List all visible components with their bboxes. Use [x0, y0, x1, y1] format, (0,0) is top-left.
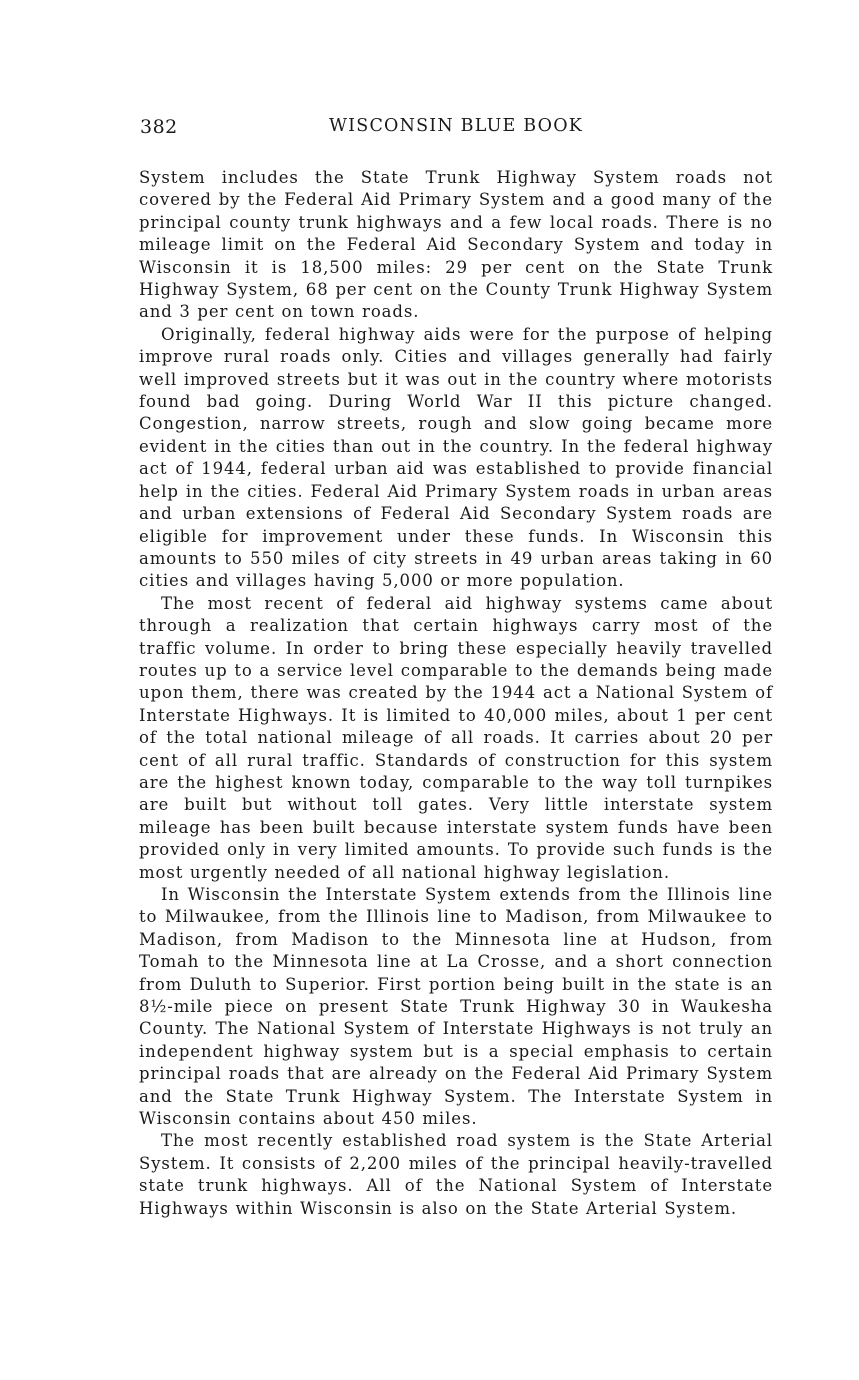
page-number: 382 [140, 116, 178, 138]
paragraph-continued: System includes the State Trunk Highway System roads not covered by the Federal Aid Primary System and a good many of the principal county trunk highways and a few local roads. There is no mileage limit on the Federal Aid Secondary System and today in Wisconsin it is 18,500 miles: 29 per cent on the State Trunk Highway System, 68 per cent on the County Trunk Highway System and 3 per cent on town roads. [139, 168, 773, 322]
paragraph-wisconsin-interstate: In Wisconsin the Interstate System extends from the Illinois line to Milwaukee, from the Illinois line to Madison, from Milwaukee to Madison, from Madison to the Minnesota line at Hudson, from Tomah to the Minnesota line at La Crosse, and a short connection from Duluth to Superior. First portion being built in the state is an 8½-mile piece on present State Trunk Highway 30 in Waukesha County. The National System of Interstate Highways is not truly an independent highway system but is a special emphasis to certain principal roads that are already on the Federal Aid Primary System and the State Trunk Highway System. The Interstate System in Wisconsin contains about 450 miles. [139, 885, 773, 1129]
paragraph-urban-aid: Originally, federal highway aids were for the purpose of helping improve rural roads only. Cities and villages generally had fairly well improved streets but it was out in the country where motorists found bad going. During World War II this picture changed. Congestion, narrow streets, rough and slow going became more evident in the cities than out in the country. In the federal highway act of 1944, federal urban aid was established to provide financial help in the cities. Federal Aid Primary System roads in urban areas and urban extensions of Federal Aid Secondary System roads are eligible for improvement under these funds. In Wisconsin this amounts to 550 miles of city streets in 49 urban areas taking in 60 cities and villages having 5,000 or more population. [139, 324, 773, 591]
paragraph-interstate-system: The most recent of federal aid highway systems came about through a realization that certain highways carry most of the traffic volume. In order to bring these especially heavily travelled routes up to a service level comparable to the demands being made upon them, there was created by the 1944 act a National System of Interstate Highways. It is limited to 40,000 miles, about 1 per cent of the total national mileage of all roads. It carries about 20 per cent of all rural traffic. Standards of construction for this system are the highest known today, comparable to the way toll turnpikes are built but without toll gates. Very little interstate system mileage has been built because interstate system funds have been provided only in very limited amounts. To provide such funds is the most urgently needed of all national highway legislation. [139, 593, 773, 882]
running-title: WISCONSIN BLUE BOOK [328, 116, 584, 136]
paragraph-state-arterial: The most recently established road system is the State Arterial System. It consists of 2,200 miles of the principal heavily-travelled state trunk highways. All of the National System of Interstate Highways within Wisconsin is also on the State Arterial System. [139, 1131, 773, 1218]
body-text [139, 167, 773, 1220]
page-header [140, 116, 772, 140]
